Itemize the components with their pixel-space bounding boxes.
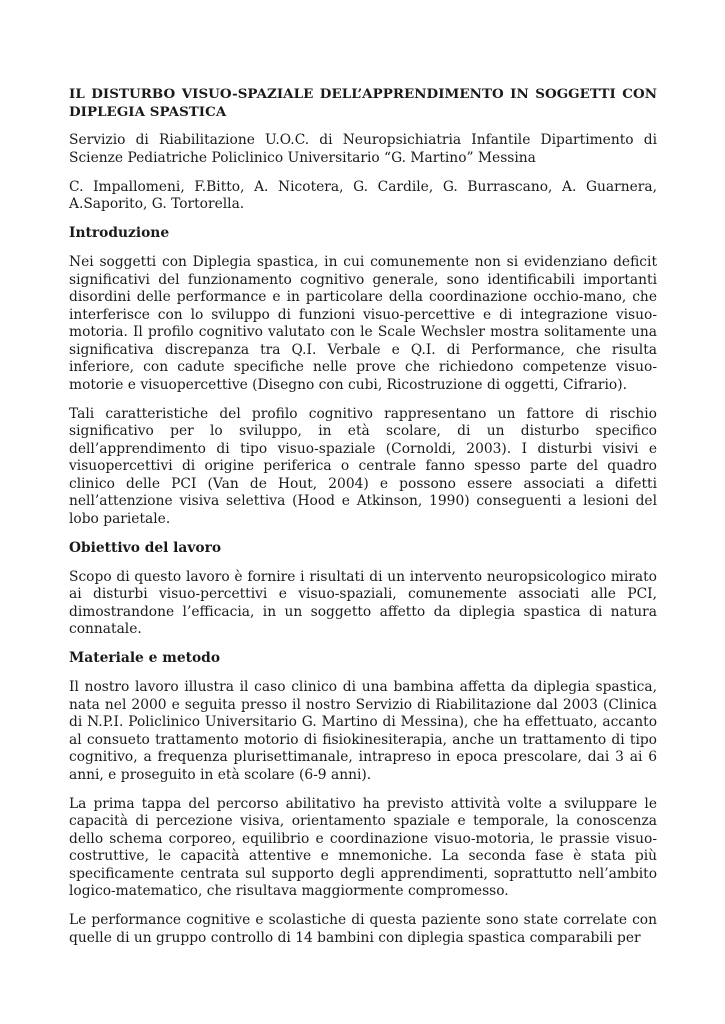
paper-title: IL DISTURBO VISUO-SPAZIALE DELL’APPRENDIMENTO IN SOGGETTI CON DIPLEGIA SPASTICA (69, 86, 657, 120)
paragraph: La prima tappa del percorso abilitativo ha previsto attività volte a sviluppare le capacità di percezione visiva, orientamento spaziale e temporale, la conoscenza dello schema corporeo, equilibrio e coordinazione visuo-motoria, le prassie visuo-costruttive, le capacità attentive e mnemoniche. La seconda fase è stata più specificamente centrata sul supporto degli apprendimenti, soprattutto nell’ambito logico-matematico, che risultava maggiormente compromesso. (69, 795, 657, 899)
section-heading-obiettivo: Obiettivo del lavoro (69, 539, 222, 556)
affiliation: Servizio di Riabilitazione U.O.C. di Neuropsichiatria Infantile Dipartimento di Scienze Pediatriche Policlinico Universitario “G. Martino” Messina (69, 132, 657, 166)
paragraph: Tali caratteristiche del profilo cognitivo rappresentano un fattore di rischio significativo per lo sviluppo, in età scolare, di un disturbo specifico dell’apprendimento di tipo visuo-spaziale (Cornoldi, 2003). I disturbi visivi e visuopercettivi di origine periferica o centrale fanno spesso parte del quadro clinico delle PCI (Van de Hout, 2004) e possono essere associati a difetti nell’attenzione visiva selettiva (Hood e Atkinson, 1990) conseguenti a lesioni del lobo parietale. (69, 405, 657, 527)
paragraph: Nei soggetti con Diplegia spastica, in cui comunemente non si evidenziano deficit significativi del funzionamento cognitivo generale, sono identificabili importanti disordini delle performance e in particolare della coordinazione occhio-mano, che interferisce con lo sviluppo di funzioni visuo-percettive e di integrazione visuo-motoria. Il profilo cognitivo valutato con le Scale Wechsler mostra solitamente una significativa discrepanza tra Q.I. Verbale e Q.I. di Performance, che risulta inferiore, con cadute specifiche nelle prove che richiedono competenze visuo-motorie e visuopercettive (Disegno con cubi, Ricostruzione di oggetti, Cifrario). (69, 254, 657, 393)
authors: C. Impallomeni, F.Bitto, A. Nicotera, G. Cardile, G. Burrascano, A. Guarnera, A.Saporito, G. Tortorella. (69, 178, 657, 212)
section-heading-materiale: Materiale e metodo (69, 650, 221, 666)
document-page (69, 86, 657, 959)
section-heading-introduzione: Introduzione (69, 225, 170, 241)
paragraph: Le performance cognitive e scolastiche di questa paziente sono state correlate con quelle di un gruppo controllo di 14 bambini con diplegia spastica comparabili per (69, 912, 657, 946)
paragraph: Il nostro lavoro illustra il caso clinico di una bambina affetta da diplegia spastica, nata nel 2000 e seguita presso il nostro Servizio di Riabilitazione dal 2003 (Clinica di N.P.I. Policlinico Universitario G. Martino di Messina), che ha effettuato, accanto al consueto trattamento motorio di fisiokinesiterapia, anche un trattamento di tipo cognitivo, a frequenza plurisettimanale, intrapreso in epoca prescolare, dai 3 ai 6 anni, e proseguito in età scolare (6-9 anni). (69, 679, 657, 783)
paragraph: Scopo di questo lavoro è fornire i risultati di un intervento neuropsicologico mirato ai disturbi visuo-percettivi e visuo-spaziali, comunemente associati alle PCI, dimostrandone l’efficacia, in un soggetto affetto da diplegia spastica di natura connatale. (69, 568, 657, 637)
